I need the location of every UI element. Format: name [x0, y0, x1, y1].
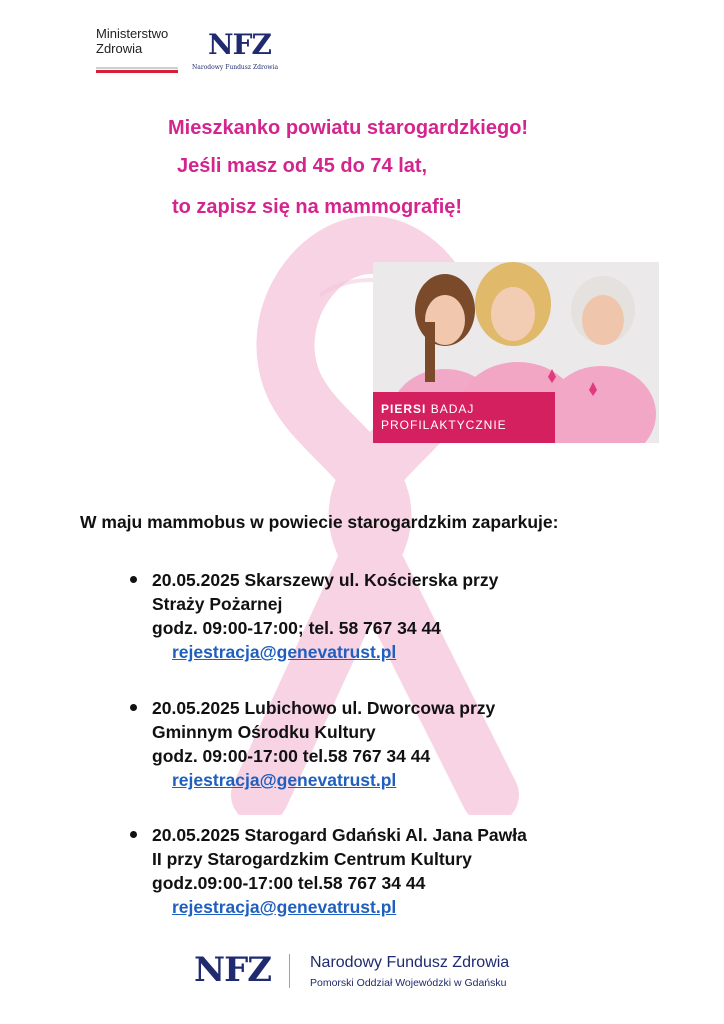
ministry-gray-bar [96, 67, 178, 69]
nfz-logo-small-sub: Narodowy Fundusz Zdrowia [192, 64, 279, 71]
headline-line1: Mieszkanko powiatu starogardzkiego! [168, 117, 529, 139]
entry-hours-phone: godz. 09:00-17:00 tel.58 767 34 44 [152, 746, 431, 766]
nfz-logo-small: NFZ [208, 28, 271, 61]
footer-sub: Pomorski Oddział Wojewódzki w Gdańsku [310, 977, 507, 989]
entry-place: Straży Pożarnej [152, 594, 283, 614]
campaign-photo [373, 262, 659, 443]
entry-location: 20.05.2025 Skarszewy ul. Kościerska przy [152, 570, 499, 590]
list-item [130, 568, 498, 664]
registration-email-link[interactable]: rejestracja@genevatrust.pl [172, 642, 397, 662]
headline-line2: Jeśli masz od 45 do 74 lat, [177, 155, 428, 177]
headline-line3: to zapisz się na mammografię! [172, 196, 463, 218]
banner-bold: PIERSI [381, 402, 427, 416]
nfz-logo-large: NFZ [194, 950, 272, 990]
bullet-icon [130, 576, 137, 583]
list-item [130, 823, 527, 919]
registration-email-link[interactable]: rejestracja@genevatrust.pl [172, 897, 397, 917]
ministry-red-bar [96, 70, 178, 73]
ministry-line1: Ministerstwo [96, 26, 169, 41]
entry-location: 20.05.2025 Starogard Gdański Al. Jana Pawła [152, 825, 527, 845]
footer-divider [289, 954, 290, 988]
entry-hours-phone: godz.09:00-17:00 tel.58 767 34 44 [152, 873, 426, 893]
entry-place: II przy Starogardzkim Centrum Kultury [152, 849, 472, 869]
banner-rest: BADAJ [430, 402, 475, 416]
header-logos [96, 26, 316, 76]
bullet-icon [130, 831, 137, 838]
entry-hours-phone: godz. 09:00-17:00; tel. 58 767 34 44 [152, 618, 441, 638]
intro-text: W maju mammobus w powiecie starogardzkim zaparkuje: [80, 512, 559, 532]
footer-name: Narodowy Fundusz Zdrowia [310, 954, 510, 971]
entry-place: Gminnym Ośrodku Kultury [152, 722, 376, 742]
campaign-banner [373, 392, 555, 443]
ministry-line2: Zdrowia [96, 41, 143, 56]
banner-line2: PROFILAKTYCZNIE [381, 418, 507, 432]
ministry-logo [96, 26, 168, 56]
bullet-icon [130, 704, 137, 711]
registration-email-link[interactable]: rejestracja@genevatrust.pl [172, 770, 397, 790]
footer-logo [194, 948, 554, 992]
entry-location: 20.05.2025 Lubichowo ul. Dworcowa przy [152, 698, 496, 718]
list-item [130, 696, 495, 792]
